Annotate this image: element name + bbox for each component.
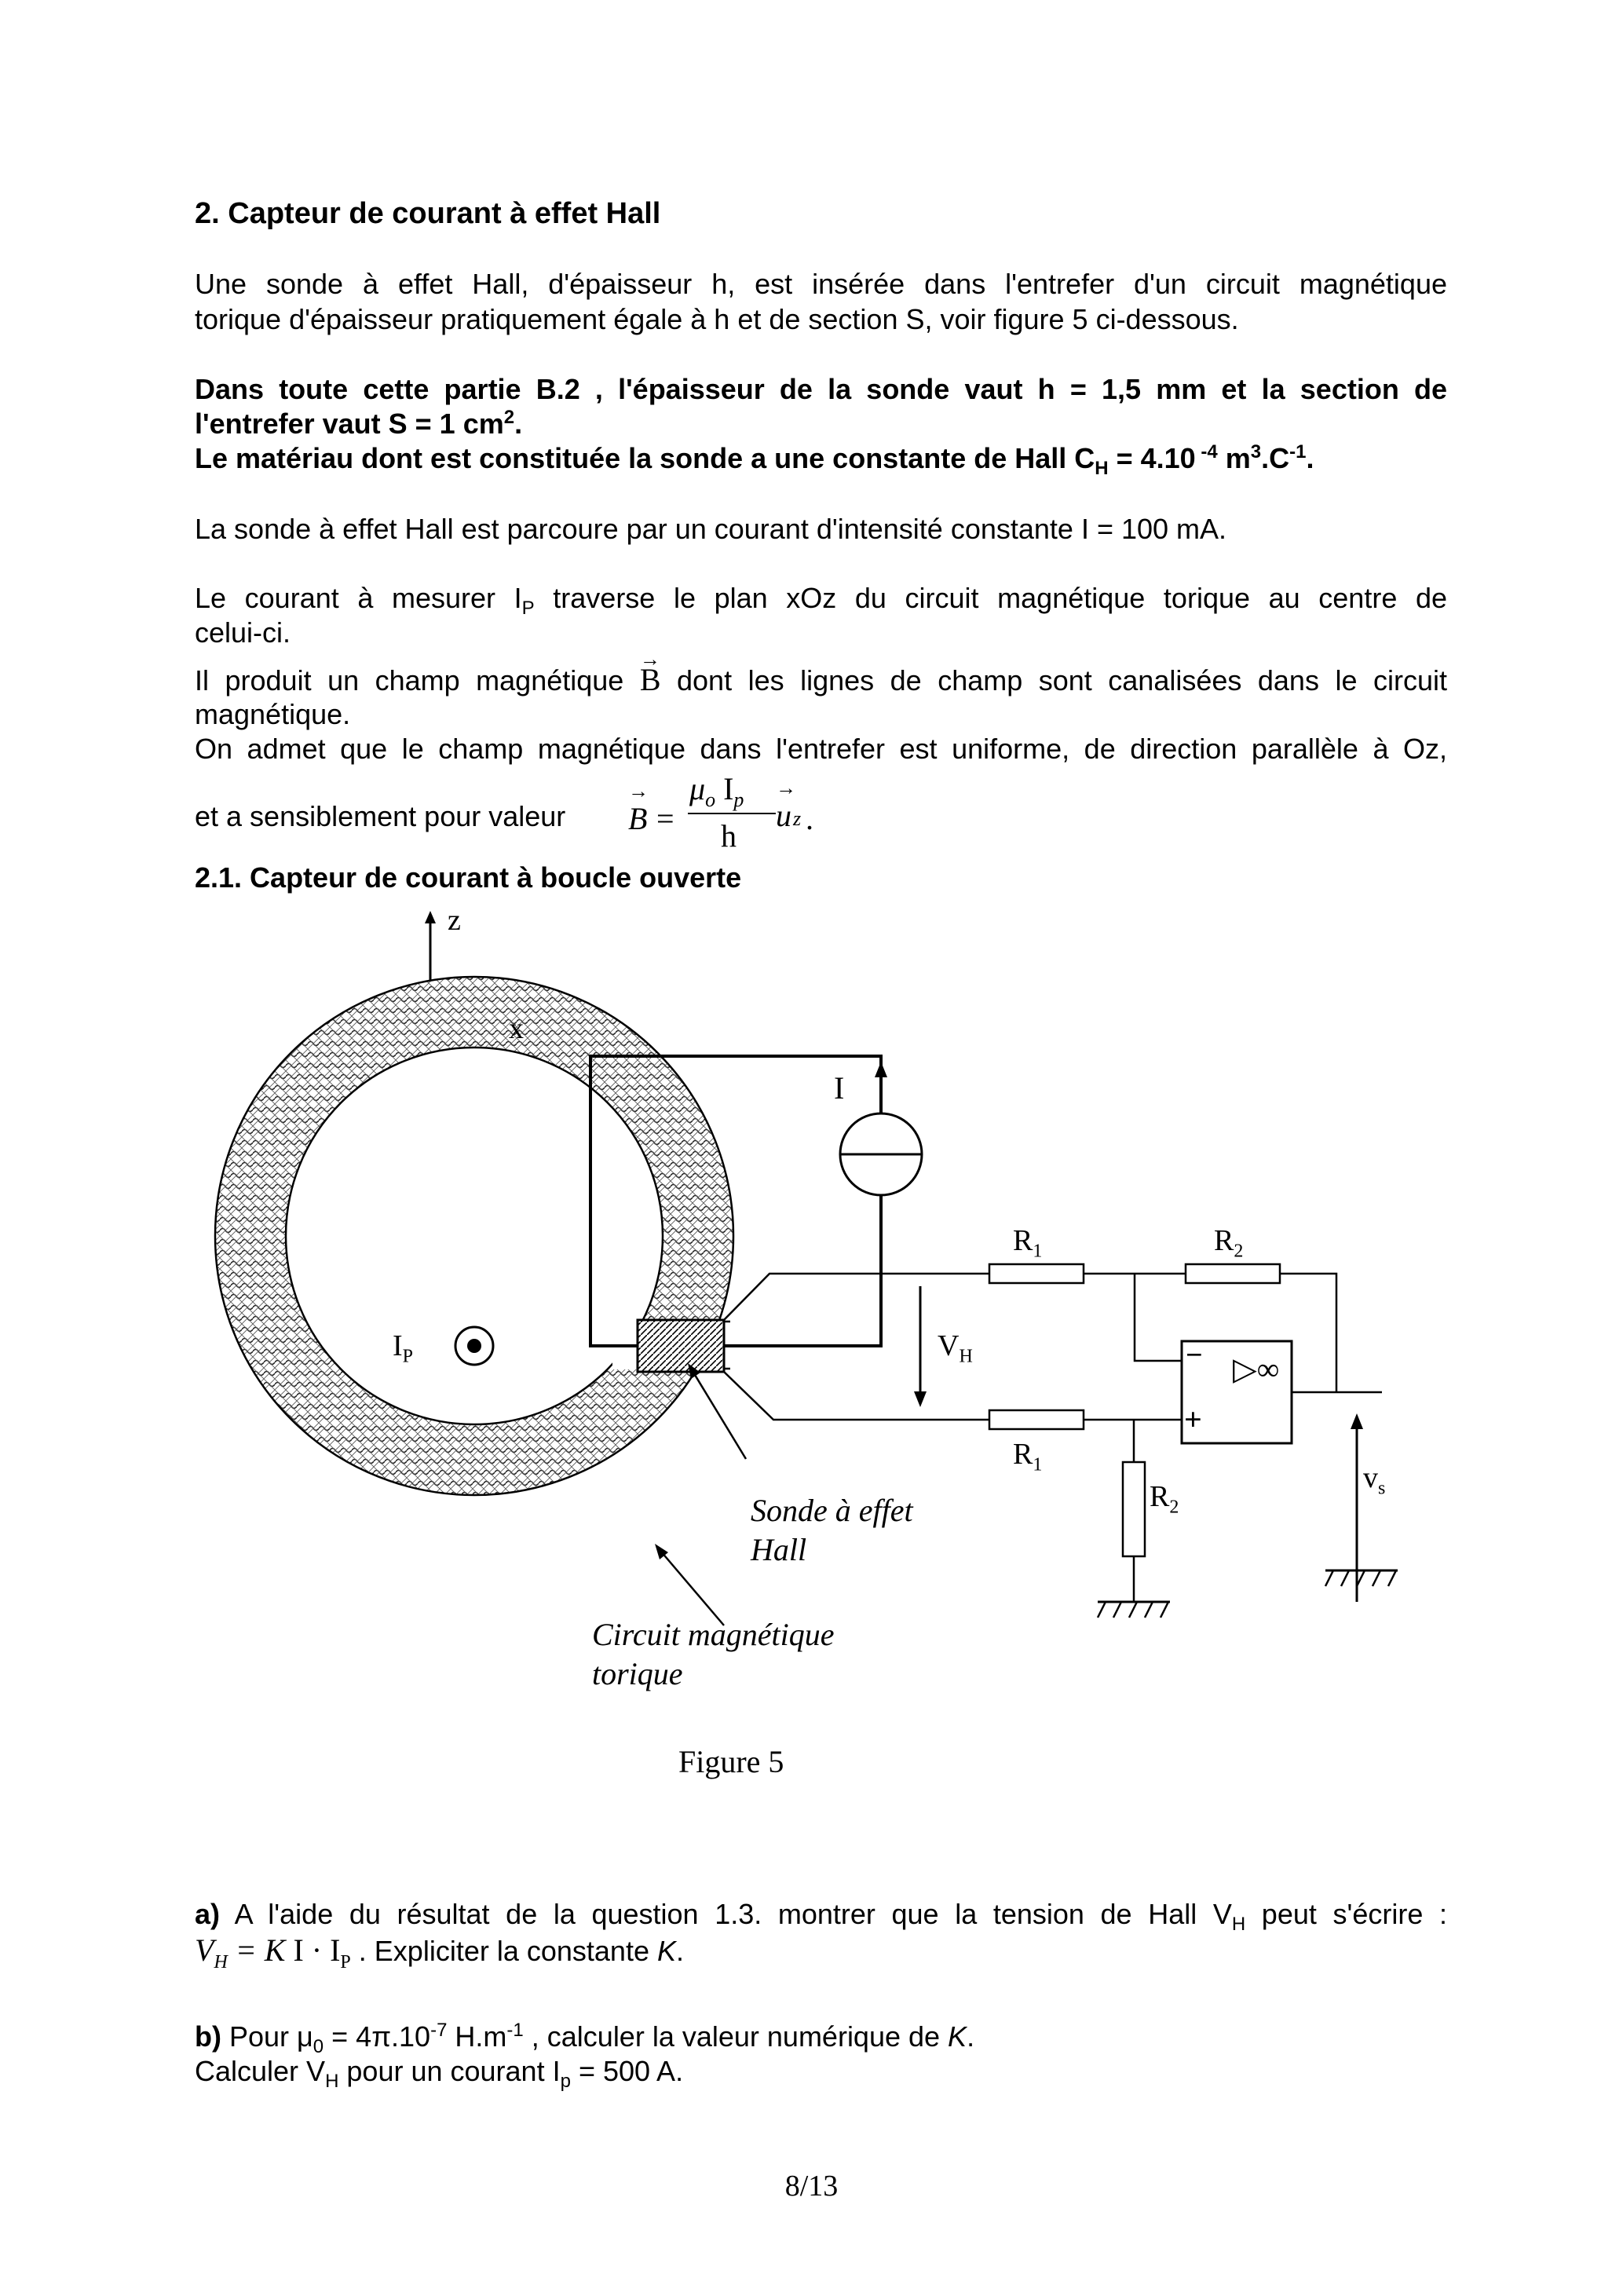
current-ip-label: $I_P$ (393, 1329, 414, 1367)
section-title: 2. Capteur de courant à effet Hall (195, 197, 661, 230)
axis-z-label: z (448, 904, 461, 937)
current-line: La sonde à effet Hall est parcoure par un courant d'intensité constante I = 100 mA. (195, 513, 1227, 545)
current-out-of-plane-icon (455, 1327, 493, 1365)
b-field-symbol: → B (640, 663, 661, 697)
field-line-3: On admet que le champ magnétique dans l'entrefer est uniforme, de direction parallèle à Oz, (195, 733, 1447, 765)
vh-arrow-icon (914, 1286, 927, 1407)
question-b-line-2: Calculer $V_H$ pour un courant $I_p = 500$ A. (195, 2055, 684, 2093)
axis-x-label: x (509, 1012, 524, 1045)
field-line-2: magnétique. (195, 698, 351, 730)
ground-icon (1098, 1602, 1170, 1618)
bold-line-2: l'entrefer vaut S = 1 $cm^2$. (195, 407, 523, 440)
subsection-title: 2.1. Capteur de courant à boucle ouverte (195, 861, 742, 894)
question-a-line-1: a) A l'aide du résultat de la question 1.3. montrer que la tension de Hall $V_H$ peut s'écrire : (195, 1898, 1447, 1936)
vh-label: $V_H$ (938, 1329, 973, 1367)
resistor-r2-bottom (1123, 1462, 1145, 1556)
intro-line-1: Une sonde à effet Hall, d'épaisseur h, est insérée dans l'entrefer d'un circuit magnétique (195, 268, 1447, 300)
r2-bottom-label: $R_2$ (1150, 1480, 1179, 1518)
r2-top-label: $R_2$ (1214, 1224, 1244, 1262)
pointer-arrow-icon (655, 1544, 724, 1625)
opamp-symbol: ▷∞ (1233, 1351, 1280, 1387)
resistor-r2-top (1186, 1264, 1280, 1283)
ip-line-1: Le courant à mesurer $I_P$ traverse le plan xOz du circuit magnétique torique au centre de (195, 582, 1447, 620)
pointer-arrow-icon (688, 1363, 746, 1459)
field-line-4: et a sensiblement pour valeur (195, 800, 566, 832)
intro-line-2: torique d'épaisseur pratiquement égale à h et de section S, voir figure 5 ci-dessous. (195, 303, 1239, 335)
field-line-1: Il produit un champ magnétique → B dont les lignes de champ sont canalisées dans le circuit (195, 663, 1447, 698)
ip-line-2: celui-ci. (195, 616, 291, 649)
vs-label: $v_s$ (1363, 1461, 1386, 1499)
resistor-r1-bottom (989, 1410, 1084, 1429)
core-label-line-2: torique (592, 1656, 683, 1691)
question-b-line-1: b) Pour $\mu_0 = 4\pi.10^{-7}$ $H.m^{-1}$ , calculer la valeur numérique de K. (195, 2020, 975, 2058)
b-field-formula: → B = $\mu_o$ $I_p$ h → u z . (628, 773, 832, 860)
opamp-plus-label: + (1184, 1402, 1202, 1437)
vs-arrow-icon (1351, 1413, 1363, 1602)
figure-caption: Figure 5 (678, 1744, 784, 1779)
hall-probe (638, 1320, 724, 1372)
probe-label-line-2: Hall (751, 1532, 807, 1567)
resistor-r1-top (989, 1264, 1084, 1283)
opamp-minus-label: − (1186, 1339, 1203, 1372)
r1-top-label: $R_1$ (1013, 1224, 1043, 1262)
bold-line-3: Le matériau dont est constituée la sonde a une constante de Hall $C_H = 4.10$ $^{-4}$ $m^3.C^{-1}$. (195, 441, 1314, 480)
page-number: 8/13 (784, 2170, 839, 2203)
r1-bottom-label: $R_1$ (1013, 1438, 1043, 1475)
question-a-line-2: $V_H = K$ $I \cdot I_P$ . Expliciter la constante K. (195, 1932, 684, 1972)
core-label-line-1: Circuit magnétique (592, 1617, 835, 1652)
current-i-label: I (834, 1070, 845, 1106)
bold-line-1: Dans toute cette partie B.2 , l'épaisseur de la sonde vaut h = 1,5 mm et la section de (195, 373, 1447, 405)
ground-icon (1325, 1570, 1398, 1586)
probe-label-line-1: Sonde à effet (751, 1493, 913, 1528)
figure-5 (0, 895, 1623, 1822)
circuit-diagram (0, 895, 1623, 1822)
